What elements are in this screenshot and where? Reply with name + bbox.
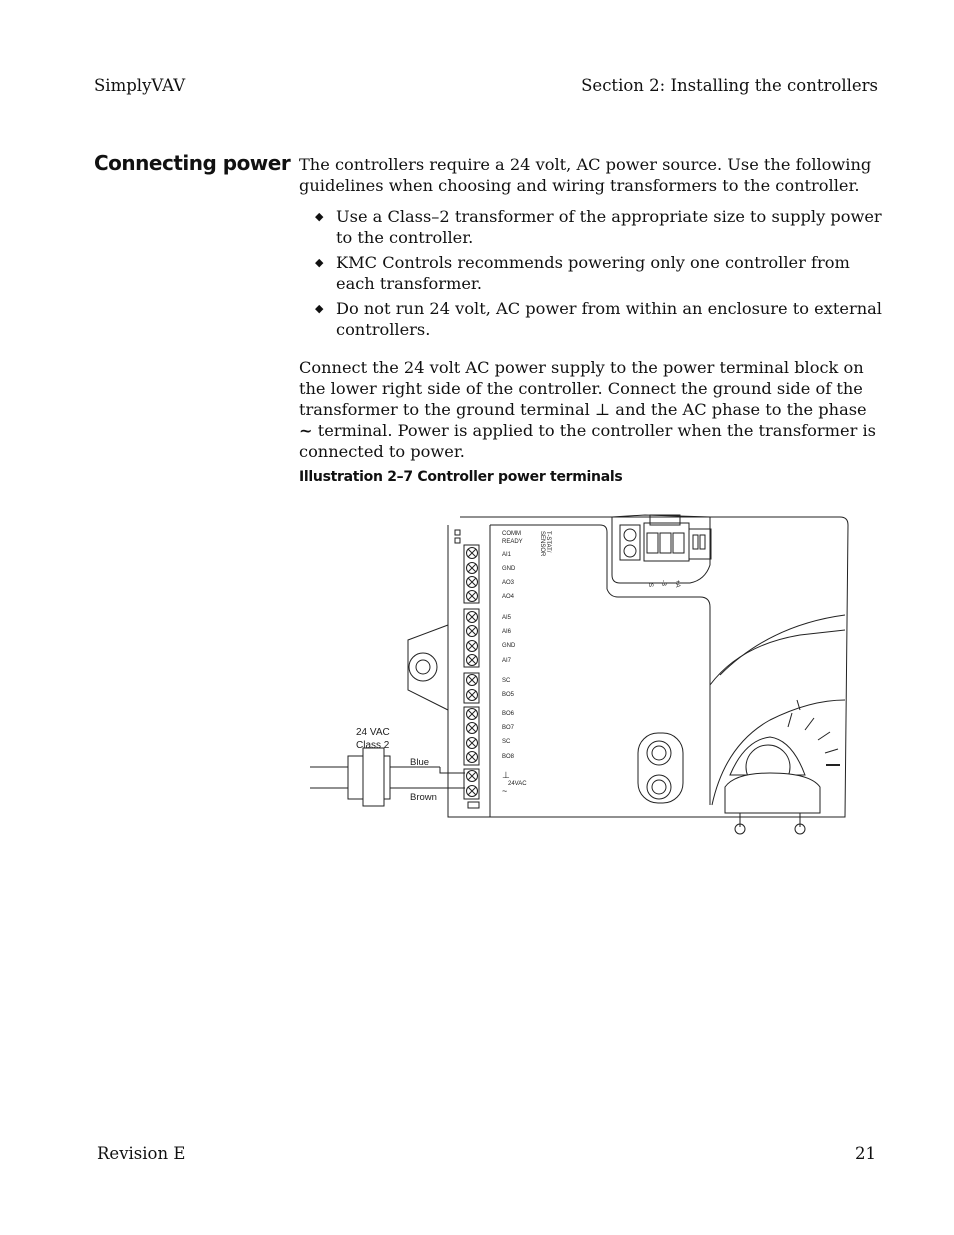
tstat-label: T-STAT/ bbox=[545, 531, 551, 553]
power-ground-symbol: ⊥ bbox=[502, 770, 510, 780]
wire-label-brown: Brown bbox=[410, 792, 437, 803]
mounting-tab-icon bbox=[408, 625, 448, 710]
comm-label: COMM bbox=[502, 531, 521, 537]
ground-symbol: ⊥ bbox=[594, 400, 611, 419]
list-item: ◆ Use a Class–2 transformer of the appropriate size to supply power to the controller. bbox=[315, 207, 882, 247]
ready-led-icon bbox=[455, 538, 460, 543]
figure-caption: Illustration 2–7 Controller power terminals bbox=[299, 469, 623, 485]
terminal-labels bbox=[502, 552, 516, 760]
terminal-label-bo7: BO7 bbox=[502, 725, 515, 731]
top-connector-icon bbox=[620, 515, 711, 561]
bus-label-a: +A bbox=[674, 580, 680, 588]
terminal-label-ai6: AI6 bbox=[502, 629, 512, 635]
terminal-label-gnd: GND bbox=[502, 566, 516, 572]
footer-revision: Revision E bbox=[97, 1144, 186, 1163]
page-number: 21 bbox=[855, 1144, 876, 1163]
list-item: ◆ Do not run 24 volt, AC power from within an enclosure to external controllers. bbox=[315, 299, 882, 339]
transformer-label-class2: Class 2 bbox=[356, 740, 390, 751]
terminal-label-sc: SC bbox=[502, 678, 511, 684]
damper-actuator-icon bbox=[725, 700, 840, 834]
terminal-label-sc: SC bbox=[502, 739, 511, 745]
controller-diagram bbox=[300, 505, 860, 845]
diamond-bullet-icon: ◆ bbox=[315, 210, 324, 223]
terminal-label-ao3: AO3 bbox=[502, 580, 515, 586]
terminal-label-ai7: AI7 bbox=[502, 658, 512, 664]
power-phase-symbol: ~ bbox=[502, 786, 508, 796]
section-title: Connecting power bbox=[94, 151, 291, 175]
phase-symbol: ~ bbox=[299, 421, 313, 440]
terminal-label-bo8: BO8 bbox=[502, 754, 515, 760]
terminal-label-ao4: AO4 bbox=[502, 594, 515, 600]
comm-led-icon bbox=[455, 530, 460, 535]
power-label-24vac: 24VAC bbox=[508, 781, 527, 787]
sensor-label: SENSOR bbox=[539, 531, 545, 557]
connection-paragraph: Connect the 24 volt AC power supply to the power terminal block on the lower right side of the controller. Connect the ground side of the transformer to the ground terminal ⊥ and the AC phase to the phase ~ terminal. Power is applied to the controller when the transformer is connected to power. bbox=[299, 358, 876, 461]
diamond-bullet-icon: ◆ bbox=[315, 256, 324, 269]
bus-label-b: -B bbox=[660, 580, 666, 586]
wire-label-blue: Blue bbox=[410, 757, 430, 768]
terminal-label-ai1: AI1 bbox=[502, 552, 512, 558]
terminal-screws bbox=[467, 548, 478, 797]
guidelines-list bbox=[315, 206, 885, 344]
running-header-right: Section 2: Installing the controllers bbox=[581, 76, 878, 95]
ready-label: READY bbox=[502, 539, 523, 545]
list-item: ◆ KMC Controls recommends powering only one controller from each transformer. bbox=[315, 253, 850, 293]
diamond-bullet-icon: ◆ bbox=[315, 302, 324, 315]
transformer-label-24vac: 24 VAC bbox=[356, 727, 390, 738]
terminal-label-bo5: BO5 bbox=[502, 692, 515, 698]
transformer-wires bbox=[310, 748, 465, 806]
bus-label-s: S bbox=[647, 583, 653, 588]
terminal-label-gnd: GND bbox=[502, 643, 516, 649]
terminal-label-bo6: BO6 bbox=[502, 711, 515, 717]
intro-paragraph: The controllers require a 24 volt, AC power source. Use the following guidelines when choosing and wiring transformers to the controller. bbox=[299, 155, 872, 195]
terminal-label-ai5: AI5 bbox=[502, 615, 512, 621]
running-header-left: SimplyVAV bbox=[94, 76, 186, 95]
